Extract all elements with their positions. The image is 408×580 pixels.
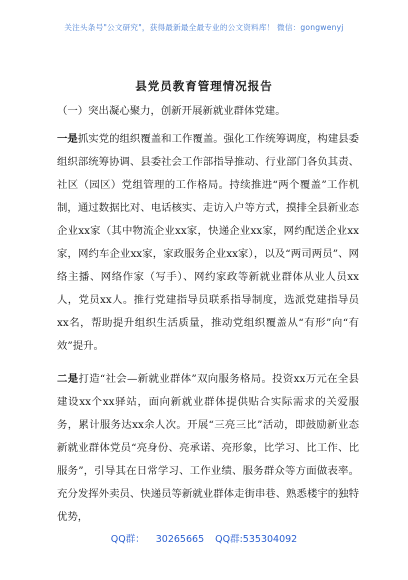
paragraph-1-lead: 一是 — [57, 133, 78, 145]
paragraph-1 — [57, 128, 359, 358]
paragraph-2 — [57, 368, 359, 529]
document-title: 县党员教育管理情况报告 — [135, 79, 273, 93]
paragraph-2-lead: 二是 — [57, 373, 79, 385]
footer-qq-note — [0, 531, 408, 545]
header-promo-note: 关注头条号"公文研究"，获得最新最全最专业的公文资料库！ 微信：gongwenyj — [64, 23, 344, 32]
paragraph-2-text: 打造“社会—新就业群体”双向服务格局。投资xx万元在全县建设xx个xx驿站，面向新就业群体提供贴合实际需求的关爱服务，累计服务达xx余人次。开展“三亮三比”活动，即鼓励新业态新就业群体党员“亮身份、亮承诺、亮形象，比学习、比工作、比服务”，引导其在日常学习、工作业绩、服务群众等方面做表率。充分发挥外卖员、快递员等新就业群体走街串巷、熟悉楼宇的独特优势， — [57, 373, 360, 523]
footer-qq-1: QQ群： 30265665 — [110, 534, 205, 545]
footer-qq-2: QQ群:535304092 — [215, 534, 298, 545]
section-heading: （一）突出凝心聚力，创新开展新就业群体党建。 — [57, 105, 286, 117]
paragraph-1-text: 抓实党的组织覆盖和工作覆盖。强化工作统筹调度，构建县委组织部统筹协调、县委社会工作部指导推动、行业部门各负其责、社区（园区）党组管理的工作格局。持续推进“两个覆盖”工作机制，通过数据比对、电话核实、走访入户等方式，摸排全县新业态企业xx家（其中物流企业xx家，快递企业xx家，网约配送企业xx家，网约车企业xx家，家政服务企业xx家），以及“两司两员”、网络主播、网络作家（写手）、网约家政等新就业群体从业人员xx人，党员xx人。推行党建指导员联系指导制度，选派党建指导员xx名，帮助提升组织生活质量，推动党组织覆盖从“有形”向“有效”提升。 — [57, 133, 360, 352]
